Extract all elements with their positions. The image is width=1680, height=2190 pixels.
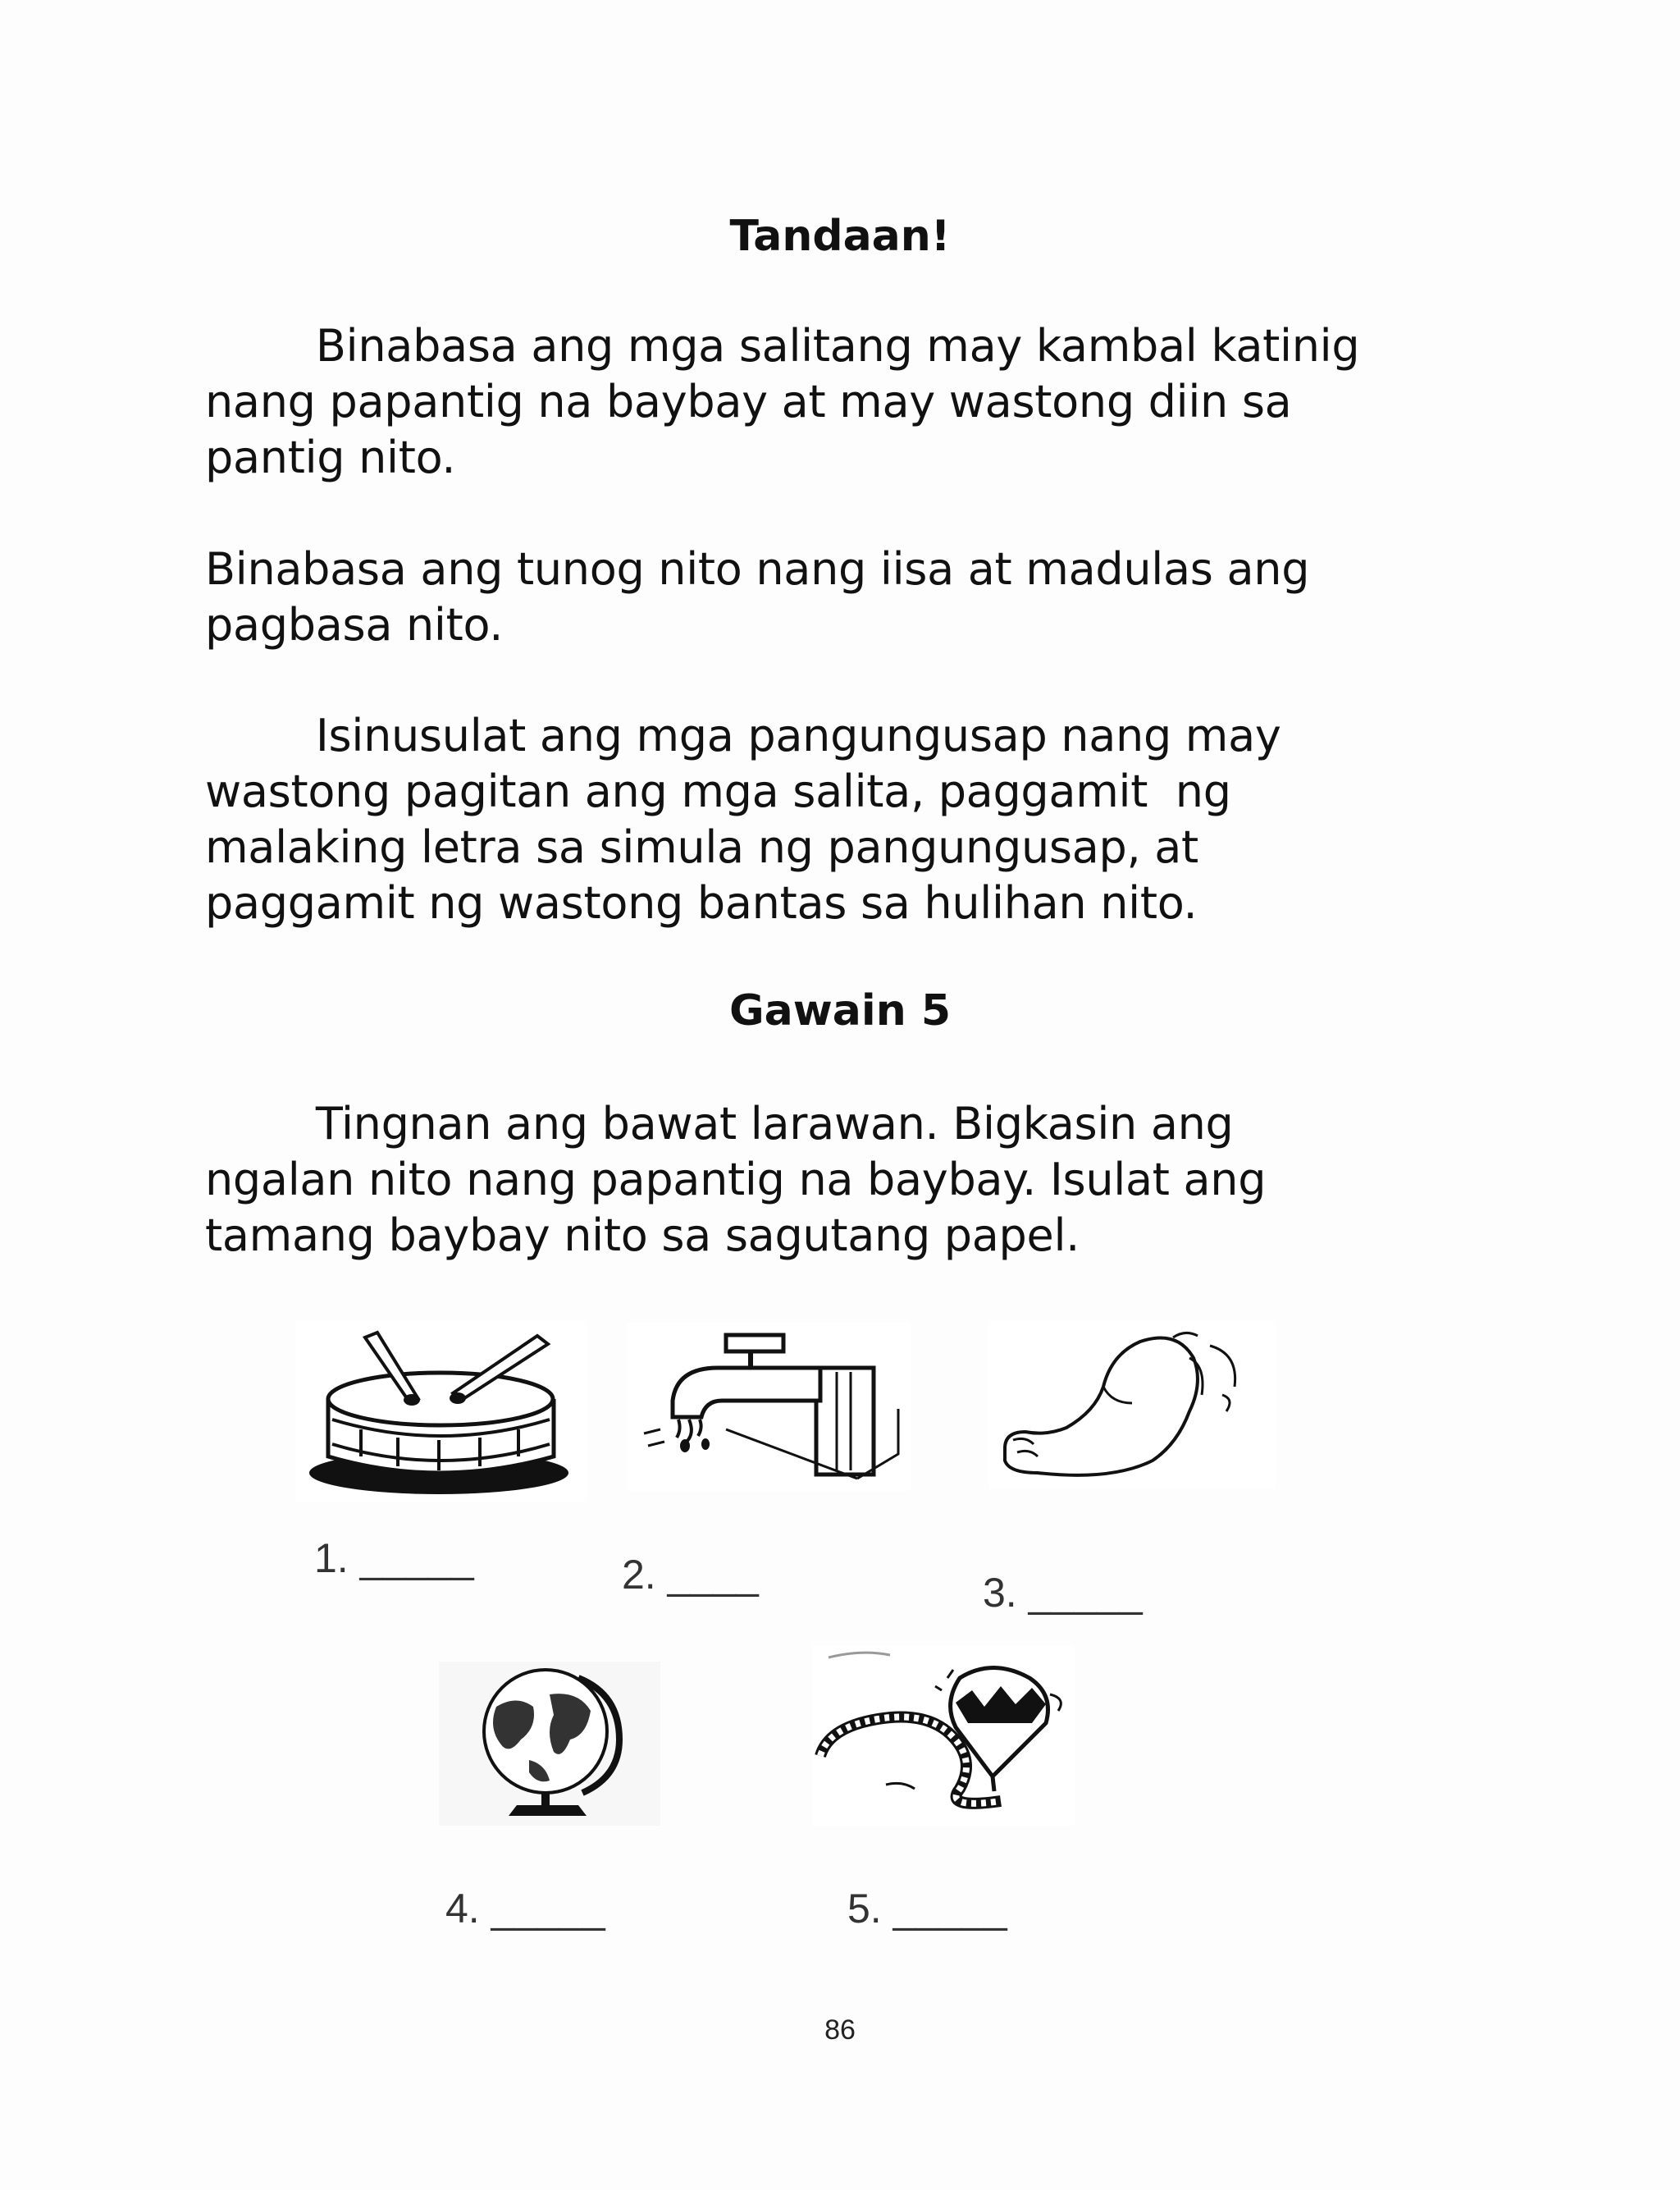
page-number: 86 bbox=[824, 2014, 856, 2046]
tandaan-paragraph-2: Binabasa ang tunog nito nang iisa at madulas ang pagbasa nito. bbox=[205, 543, 1310, 651]
drum-icon bbox=[295, 1321, 587, 1502]
faucet-icon bbox=[628, 1323, 911, 1491]
item-label-1: 1. _____ bbox=[314, 1535, 474, 1581]
spinning-top-icon bbox=[812, 1645, 1075, 1826]
globe-icon bbox=[439, 1662, 660, 1826]
gawain-instruction: Tingnan ang bawat larawan. Bigkasin ang ngalan nito nang papantig na baybay. Isulat ang tamang baybay nito sa sagutang papel. bbox=[205, 1098, 1267, 1261]
item-label-3: 3. _____ bbox=[983, 1570, 1143, 1616]
gawain-heading: Gawain 5 bbox=[728, 986, 952, 1036]
flexed-arm-icon bbox=[988, 1321, 1276, 1489]
item-label-2: 2. ____ bbox=[622, 1552, 759, 1598]
item-label-5: 5. _____ bbox=[847, 1886, 1007, 1932]
tandaan-heading: Tandaan! bbox=[729, 212, 951, 261]
item-label-4: 4. _____ bbox=[445, 1886, 605, 1932]
tandaan-paragraph-3: Isinusulat ang mga pangungusap nang may wastong pagitan ang mga salita, paggamit ng malaking letra sa simula ng pangungusap, at paggamit ng wastong bantas sa hulihan nito. bbox=[205, 710, 1281, 929]
tandaan-paragraph-1: Binabasa ang mga salitang may kambal katinig nang papantig na baybay at may wastong diin sa pantig nito. bbox=[205, 320, 1360, 483]
